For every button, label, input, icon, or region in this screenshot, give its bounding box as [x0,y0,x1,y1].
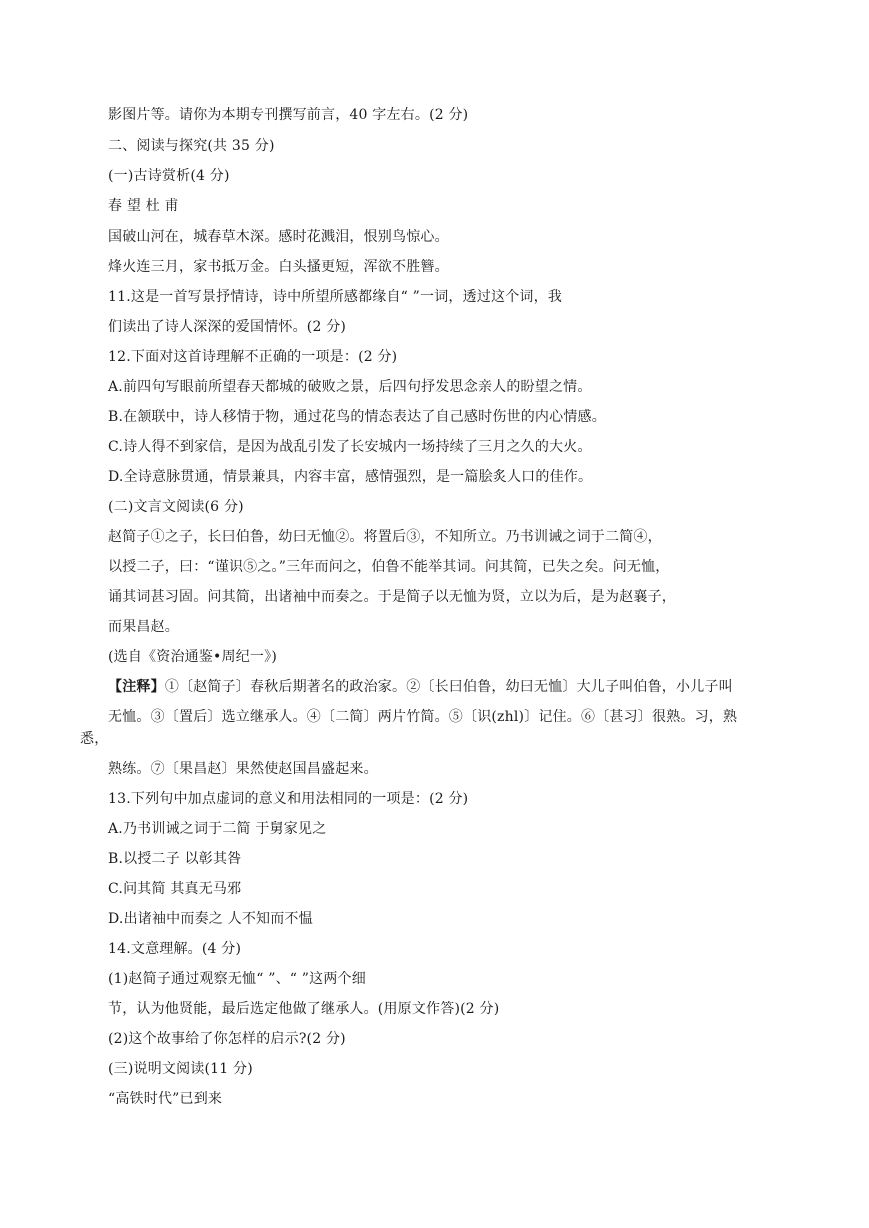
source-citation: (选自《资治通鉴•周纪一》) [108,649,277,665]
answer-option: C.诗人得不到家信，是因为战乱引发了长安城内一场持续了三月之久的大火。 [108,439,592,455]
question-text: (1)赵简子通过观察无恤“ ”、“ ”这两个细 [108,971,366,987]
subsection-heading: (一)古诗赏析(4 分) [108,168,230,184]
answer-option: A.前四句写眼前所望春天都城的破败之景，后四句抒发思念亲人的盼望之情。 [108,379,592,395]
subsection-heading: (二)文言文阅读(6 分) [108,499,244,515]
question-text: (2)这个故事给了你怎样的启示?(2 分) [108,1031,346,1047]
answer-option: B.在颔联中，诗人移情于物，通过花鸟的情态表达了自己感时伤世的内心情感。 [108,409,606,425]
answer-option: D.全诗意脉贯通，情景兼具，内容丰富，感情强烈，是一篇脍炙人口的佳作。 [108,469,593,485]
passage-line: 而果昌赵。 [108,619,179,635]
passage-line: 诵其词甚习固。问其简，出诸袖中而奏之。于是简子以无恤为贤，立以为后，是为赵襄子， [108,589,676,605]
poem-line: 国破山河在，城春草木深。感时花溅泪，恨别鸟惊心。 [108,229,449,245]
question-text: 们读出了诗人深深的爱国情怀。(2 分) [108,319,347,335]
question-text: 节，认为他贤能，最后选定他做了继承人。(用原文作答)(2 分) [108,1001,500,1017]
section-heading: 二、阅读与探究(共 35 分) [108,138,275,154]
answer-option: D.出诸袖中而奏之 人不知而不愠 [108,911,313,927]
notes-line: 无恤。③〔置后〕选立继承人。④〔二简〕两片竹简。⑤〔识(zhl)〕记住。⑥〔甚习〕很熟。习，熟 [108,709,738,725]
passage-line: 以授二子，曰：“谨识⑤之。”三年而问之，伯鲁不能举其词。问其简，已失之矣。问无恤， [108,559,670,575]
notes-line: 熟练。⑦〔果昌赵〕果然使赵国昌盛起来。 [108,761,378,777]
answer-option: B.以授二子 以彰其咎 [108,851,242,867]
question-text: 11.这是一首写景抒情诗，诗中所望所感都缘自“ ”一词，透过这个词，我 [108,289,563,305]
notes-line: 悉， [80,731,109,747]
answer-option: A.乃书训诫之词于二简 于舅家见之 [108,821,327,837]
text-line: 影图片等。请你为本期专刊撰写前言，40 字左右。(2 分) [108,107,469,123]
question-text: 12.下面对这首诗理解不正确的一项是：(2 分) [108,349,398,365]
notes-text: ①〔赵简子〕春秋后期著名的政治家。②〔长曰伯鲁，幼曰无恤〕大儿子叫伯鲁，小儿子叫 [164,679,733,695]
question-text: 14.文意理解。(4 分) [108,941,242,957]
poem-title: 春 望 杜 甫 [108,198,179,214]
question-text: 13.下列句中加点虚词的意义和用法相同的一项是：(2 分) [108,791,469,807]
notes-label: 【注释】 [108,679,165,695]
notes-line [108,678,733,696]
answer-option: C.问其简 其真无马邪 [108,881,242,897]
subsection-heading: (三)说明文阅读(11 分) [108,1061,253,1077]
article-title: “高铁时代”已到来 [108,1091,223,1107]
passage-line: 赵简子①之子，长曰伯鲁，幼曰无恤②。将置后③，不知所立。乃书训诫之词于二简④， [108,529,662,545]
poem-line: 烽火连三月，家书抵万金。白头搔更短，浑欲不胜簪。 [108,259,449,275]
